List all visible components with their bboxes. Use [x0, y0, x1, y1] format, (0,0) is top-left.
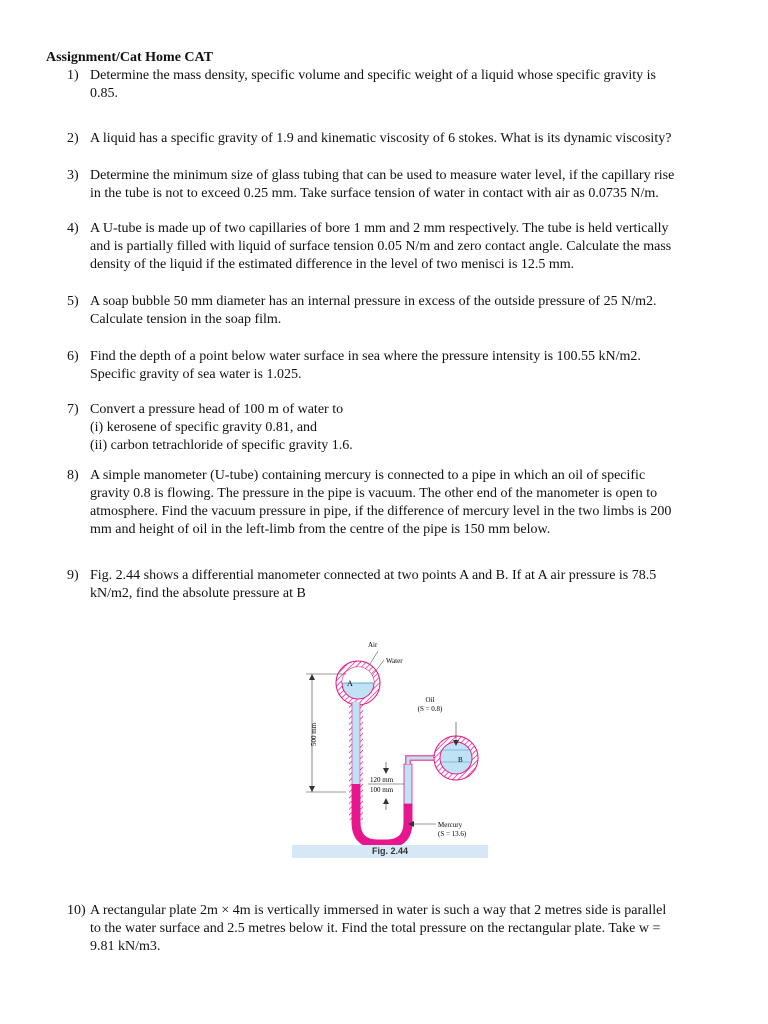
height-100-label: 100 mm [370, 786, 394, 794]
question-number: 10) [67, 903, 86, 918]
question-5 [46, 293, 726, 329]
question-number: 3) [67, 168, 79, 183]
question-6 [46, 348, 726, 384]
question-2 [46, 130, 726, 148]
oil-sg-label: (S = 0.8) [417, 705, 443, 713]
mercury-label: Mercury [438, 821, 463, 829]
question-4 [46, 220, 726, 274]
question-text: Determine the mass density, specific volume and specific weight of a liquid whose specific gravity is [90, 68, 656, 83]
question-text: Specific gravity of sea water is 1.025. [90, 367, 302, 382]
air-label: Air [368, 641, 378, 649]
question-text: Fig. 2.44 shows a differential manometer connected at two points A and B. If at A air pressure is 78.5 [90, 568, 657, 583]
question-text: A liquid has a specific gravity of 1.9 and kinematic viscosity of 6 stokes. What is its dynamic viscosity? [90, 131, 672, 146]
question-3 [46, 167, 726, 203]
question-number: 4) [67, 221, 79, 236]
height-500-label: 500 mm [310, 722, 318, 746]
question-8 [46, 467, 726, 539]
question-text: to the water surface and 2.5 metres below it. Find the total pressure on the rectangular plate. Take w = [90, 921, 661, 936]
question-text: gravity 0.8 is flowing. The pressure in the pipe is vacuum. The other end of the manometer is open to [90, 486, 658, 501]
oil-label: Oil [425, 696, 435, 704]
question-text: (i) kerosene of specific gravity 0.81, and [90, 420, 318, 435]
question-text: mm and height of oil in the left-limb from the centre of the pipe is 150 mm below. [90, 522, 551, 537]
right-limb [404, 758, 434, 804]
question-text: A soap bubble 50 mm diameter has an internal pressure in excess of the outside pressure of 25 N/m2. [90, 294, 657, 309]
question-text: and is partially filled with liquid of surface tension 0.05 N/m and zero contact angle. Calculate the mass [90, 239, 672, 254]
question-text: 0.85. [90, 86, 118, 101]
question-number: 6) [67, 349, 79, 364]
question-10 [46, 902, 726, 956]
question-number: 9) [67, 568, 79, 583]
water-label: Water [386, 657, 403, 665]
question-number: 2) [67, 131, 79, 146]
question-text: Determine the minimum size of glass tubing that can be used to measure water level, if the capillary rise [90, 168, 675, 183]
question-text: A U-tube is made up of two capillaries of bore 1 mm and 2 mm respectively. The tube is held vertically [90, 221, 669, 236]
question-text: Convert a pressure head of 100 m of water to [90, 402, 344, 417]
question-text: in the tube is not to exceed 0.25 mm. Take surface tension of water in contact with air as 0.0735 N/m. [90, 186, 659, 201]
question-text: (ii) carbon tetrachloride of specific gravity 1.6. [90, 438, 353, 453]
figure-caption: Fig. 2.44 [292, 845, 488, 858]
mercury-sg-label: (S = 13.6) [438, 830, 467, 838]
page-title: Assignment/Cat Home CAT [46, 50, 213, 65]
manometer-figure [292, 634, 488, 858]
question-text: kN/m2, find the absolute pressure at B [90, 586, 306, 601]
question-text: A rectangular plate 2m × 4m is vertically immersed in water is such a way that 2 metres side is parallel [90, 903, 667, 918]
question-number: 8) [67, 468, 79, 483]
question-7 [46, 401, 726, 455]
question-text: Calculate tension in the soap film. [90, 312, 282, 327]
point-a-label: A [347, 679, 353, 688]
height-120-label: 120 mm [370, 776, 394, 784]
question-text: Find the depth of a point below water surface in sea where the pressure intensity is 100.55 kN/m2. [90, 349, 641, 364]
question-text: 9.81 kN/m3. [90, 939, 161, 954]
question-text: A simple manometer (U-tube) containing mercury is connected to a pipe in which an oil of specific [90, 468, 646, 483]
point-b-label: B [458, 756, 463, 764]
question-number: 1) [67, 68, 79, 83]
question-1 [46, 67, 726, 103]
question-number: 5) [67, 294, 79, 309]
question-text: density of the liquid if the estimated difference in the level of two menisci is 12.5 mm. [90, 257, 575, 272]
question-9 [46, 567, 726, 603]
question-text: atmosphere. Find the vacuum pressure in pipe, if the difference of mercury level in the two limbs is 200 [90, 504, 672, 519]
question-number: 7) [67, 402, 79, 417]
vessel-a [336, 661, 380, 705]
